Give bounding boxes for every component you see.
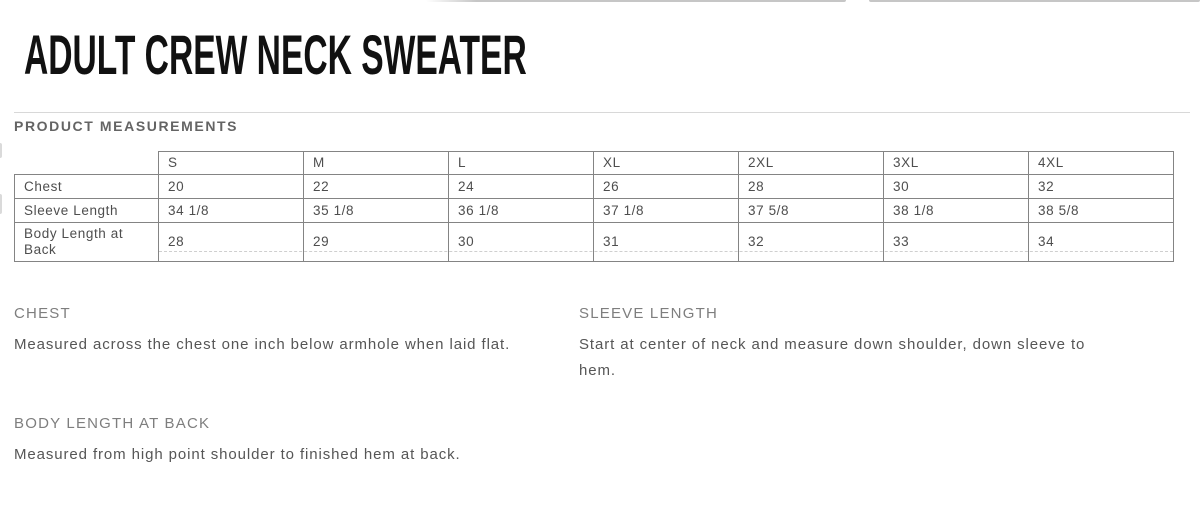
left-edge-artifact <box>0 143 2 158</box>
cell-value: 26 <box>594 175 739 199</box>
cell-value: 28 <box>159 223 304 262</box>
cell-value: 34 <box>1029 223 1174 262</box>
measurements-table <box>14 151 1174 262</box>
cell-value: 29 <box>304 223 449 262</box>
cell-value: 22 <box>304 175 449 199</box>
top-edge-line-left <box>426 0 846 2</box>
cell-value: 24 <box>449 175 594 199</box>
cell-value: 37 5/8 <box>739 199 884 223</box>
cell-value: 36 1/8 <box>449 199 594 223</box>
cell-value: 31 <box>594 223 739 262</box>
cell-value: 37 1/8 <box>594 199 739 223</box>
cell-value: 38 1/8 <box>884 199 1029 223</box>
table-corner-cell <box>15 152 159 175</box>
cell-value: 33 <box>884 223 1029 262</box>
size-column-header-3xl: 3XL <box>884 152 1029 175</box>
cell-value: 28 <box>739 175 884 199</box>
top-edge-line-right <box>869 0 1200 2</box>
row-label: Body Length at Back <box>15 223 159 262</box>
definition-heading: CHEST <box>14 305 71 322</box>
size-column-header-l: L <box>449 152 594 175</box>
definition-heading: SLEEVE LENGTH <box>579 305 718 322</box>
definition-text: Start at center of neck and measure down shoulder, down sleeve to hem. <box>579 336 1086 379</box>
table-bottom-dashed-line <box>159 251 1173 252</box>
cell-value: 32 <box>1029 175 1174 199</box>
size-header-row <box>15 152 1174 175</box>
cell-value: 34 1/8 <box>159 199 304 223</box>
definition-text: Measured from high point shoulder to finished hem at back. <box>14 446 461 463</box>
page-title: ADULT CREW NECK SWEATER <box>24 23 527 86</box>
section-divider <box>14 112 1190 113</box>
table-row-chest <box>15 175 1174 199</box>
size-column-header-xl: XL <box>594 152 739 175</box>
size-column-header-s: S <box>159 152 304 175</box>
section-heading: PRODUCT MEASUREMENTS <box>14 118 239 134</box>
definition-chest <box>14 305 566 358</box>
row-label: Sleeve Length <box>15 199 159 223</box>
size-column-header-m: M <box>304 152 449 175</box>
cell-value: 38 5/8 <box>1029 199 1174 223</box>
definition-text: Measured across the chest one inch below armhole when laid flat. <box>14 336 511 353</box>
definition-heading: BODY LENGTH AT BACK <box>14 415 211 432</box>
cell-value: 20 <box>159 175 304 199</box>
cell-value: 30 <box>449 223 594 262</box>
definition-sleeve-length <box>579 305 1119 384</box>
cell-value: 35 1/8 <box>304 199 449 223</box>
left-edge-artifact <box>0 194 2 214</box>
table-row-sleeve-length <box>15 199 1174 223</box>
definition-body-length-at-back <box>14 415 574 468</box>
size-column-header-2xl: 2XL <box>739 152 884 175</box>
cell-value: 32 <box>739 223 884 262</box>
row-label: Chest <box>15 175 159 199</box>
cell-value: 30 <box>884 175 1029 199</box>
measurements-table-wrap <box>14 151 1174 262</box>
size-column-header-4xl: 4XL <box>1029 152 1174 175</box>
table-row-body-length-at-back <box>15 223 1174 262</box>
